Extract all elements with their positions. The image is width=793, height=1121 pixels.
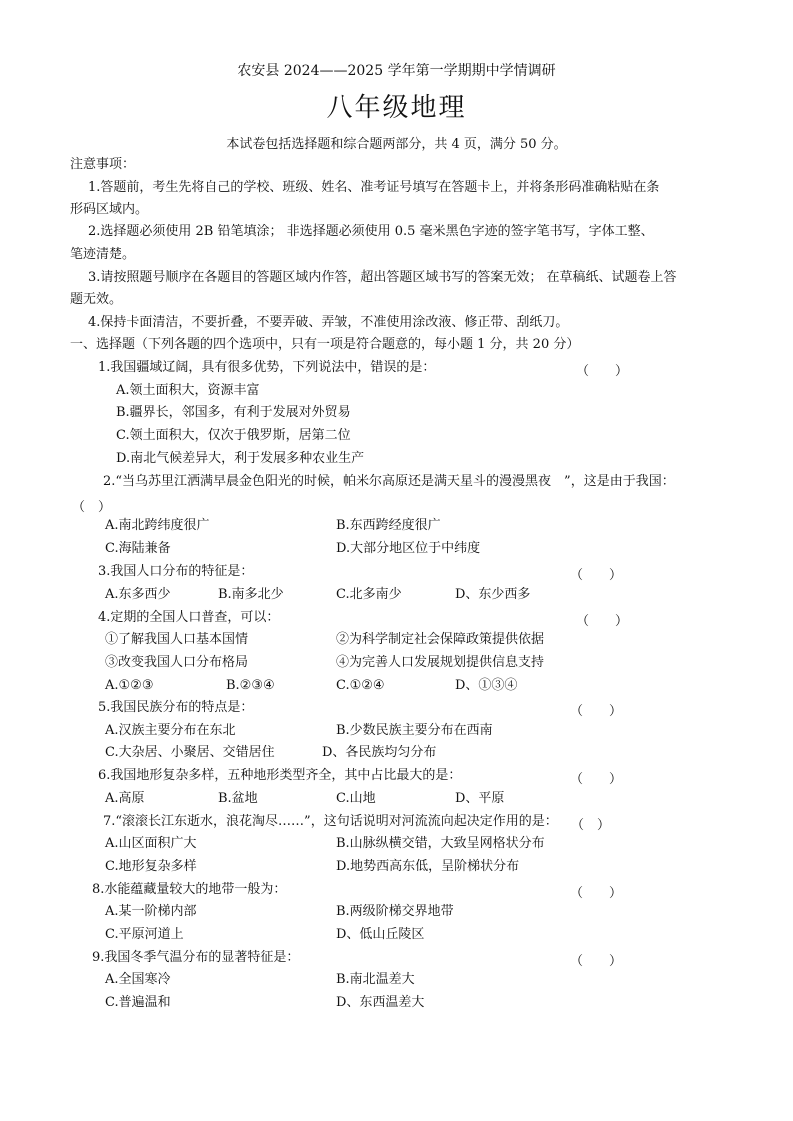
q9-option-a: A.全国寒冷 [105, 972, 171, 987]
q9-stem: 9.我国冬季气温分布的显著特征是： [92, 950, 300, 965]
q1-answer-bracket: （ ） [576, 364, 629, 379]
q3-option-b: B.南多北少 [218, 587, 284, 602]
q5-answer-bracket: （ ） [570, 704, 623, 719]
q1-option-d: D.南北气候差异大，利于发展多种农业生产 [116, 451, 365, 466]
q2-answer-bracket: （ ） [72, 500, 112, 515]
q6-answer-bracket: （ ） [570, 772, 623, 787]
q4-option-c: C.①②④ [336, 678, 385, 693]
q4-option-d: D、①③④ [455, 678, 518, 693]
q4-statement-3: ③改变我国人口分布格局 [105, 655, 249, 670]
q3-option-a: A.东多西少 [105, 587, 171, 602]
q6-option-a: A.高原 [105, 791, 145, 806]
q1-option-c: C.领土面积大，仅次于俄罗斯，居第二位 [116, 428, 351, 443]
note-2-line-1: 2.选择题必须使用 2B 铅笔填涂； 非选择题必须使用 0.5 毫米黑色字迹的签字笔书写，字体工整、 [88, 224, 654, 239]
q4-answer-bracket: （ ） [576, 614, 629, 629]
q9-option-b: B.南北温差大 [336, 972, 415, 987]
q4-option-b: B.②③④ [226, 678, 275, 693]
notes-heading: 注意事项： [70, 157, 136, 172]
q8-option-b: B.两级阶梯交界地带 [336, 904, 454, 919]
q1-option-a: A.领土面积大，资源丰富 [116, 383, 260, 398]
q6-option-b: B.盆地 [218, 791, 258, 806]
q4-stem: 4.定期的全国人口普查，可以： [98, 610, 280, 625]
q2-option-c: C.海陆兼备 [105, 541, 171, 556]
q8-option-d: D、低山丘陵区 [336, 927, 425, 942]
q5-stem: 5.我国民族分布的特点是： [98, 700, 254, 715]
q5-option-c: C.大杂居、小聚居、交错居住 [105, 745, 275, 760]
q4-statement-1: ①了解我国人口基本国情 [105, 632, 249, 647]
q3-answer-bracket: （ ） [570, 568, 623, 583]
q2-stem: 2.“当乌苏里江洒满早晨金色阳光的时候，帕米尔高原还是满天星斗的漫漫黑夜 ”，这是由于我国： [103, 474, 675, 489]
q4-statement-2: ②为科学制定社会保障政策提供依据 [336, 632, 545, 647]
q5-option-d: D、各民族均匀分布 [322, 745, 437, 760]
q2-option-d: D.大部分地区位于中纬度 [336, 541, 481, 556]
q3-stem: 3.我国人口分布的特征是： [98, 564, 254, 579]
note-3-line-1: 3.请按照题号顺序在各题目的答题区域内作答，超出答题区域书写的答案无效； 在草稿纸、试题卷上答 [88, 270, 677, 285]
q6-stem: 6.我国地形复杂多样，五种地形类型齐全，其中占比最大的是： [98, 768, 462, 783]
note-2-line-2: 笔迹清楚。 [70, 247, 136, 262]
q9-option-d: D、东西温差大 [336, 995, 425, 1010]
q8-answer-bracket: （ ） [570, 886, 623, 901]
exam-intro: 本试卷包括选择题和综合题两部分，共 4 页，满分 50 分。 [226, 137, 567, 152]
q7-option-d: D.地势西高东低，呈阶梯状分布 [336, 859, 520, 874]
q7-stem: 7.“滚滚长江东逝水，浪花淘尽……”，这句话说明对河流流向起决定作用的是： [103, 814, 558, 829]
note-4: 4.保持卡面清洁，不要折叠，不要弄破、弄皱，不准使用涂改液、修正带、刮纸刀。 [88, 315, 569, 330]
q2-option-b: B.东西跨经度很广 [336, 518, 441, 533]
q3-option-d: D、东少西多 [455, 587, 531, 602]
subject-title: 八年级地理 [326, 93, 467, 123]
q4-statement-4: ④为完善人口发展规划提供信息支持 [336, 655, 545, 670]
note-1-line-2: 形码区域内。 [70, 202, 149, 217]
q8-option-c: C.平原河道上 [105, 927, 184, 942]
q8-stem: 8.水能蕴藏量较大的地带一般为： [92, 882, 287, 897]
q3-option-c: C.北多南少 [336, 587, 402, 602]
section-1-heading: 一、选择题（下列各题的四个选项中，只有一项是符合题意的，每小题 1 分，共 20 分） [70, 337, 580, 352]
q1-option-b: B.疆界长，邻国多，有利于发展对外贸易 [116, 405, 351, 420]
q8-option-a: A.某一阶梯内部 [105, 904, 197, 919]
q2-option-a: A.南北跨纬度很广 [105, 518, 210, 533]
q6-option-d: D、平原 [455, 791, 505, 806]
q5-option-a: A.汉族主要分布在东北 [105, 723, 236, 738]
note-3-line-2: 题无效。 [70, 292, 123, 307]
q7-option-c: C.地形复杂多样 [105, 859, 197, 874]
q7-option-a: A.山区面积广大 [105, 836, 197, 851]
q7-option-b: B.山脉纵横交错，大致呈网格状分布 [336, 836, 545, 851]
exam-title: 农安县 2024——2025 学年第一学期期中学情调研 [237, 63, 556, 79]
note-1-line-1: 1.答题前，考生先将自己的学校、班级、姓名、准考证号填写在答题卡上，并将条形码准确粘贴在条 [88, 180, 660, 195]
q6-option-c: C.山地 [336, 791, 376, 806]
q5-option-b: B.少数民族主要分布在西南 [336, 723, 493, 738]
q9-answer-bracket: （ ） [570, 954, 623, 969]
q9-option-c: C.普遍温和 [105, 995, 171, 1010]
q7-answer-bracket: （ ） [571, 818, 611, 833]
q1-stem: 1.我国疆域辽阔，具有很多优势，下列说法中，错误的是： [98, 360, 436, 375]
q4-option-a: A.①②③ [105, 678, 154, 693]
